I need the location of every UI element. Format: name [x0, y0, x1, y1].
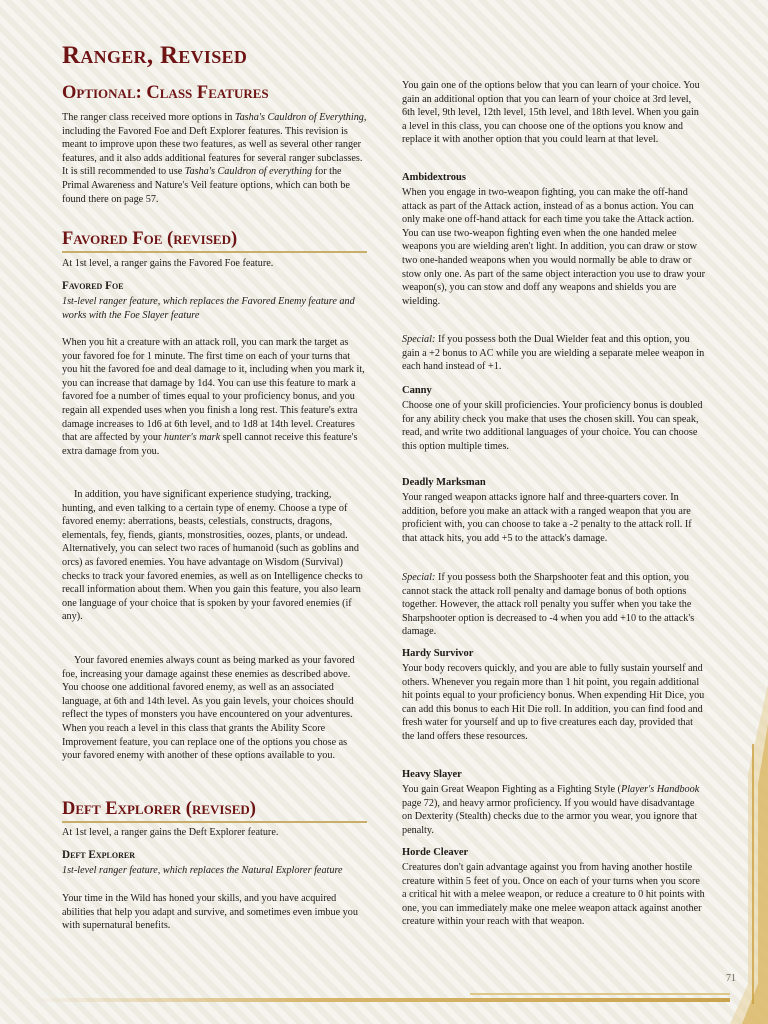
- favored-foe-heading: Favored Foe (revised): [62, 229, 367, 253]
- horde-cleaver-text: Creatures don't gain advantage against you from having another hostile creature within 5 feet of you. Once on each of your turns when you score a critical hit with a melee weapon, or reduce a creature to 0 hit points with one, you can immediately make one melee weapon attack against another creature within your reach with that weapon.: [402, 862, 705, 928]
- deadly-marksman-heading: Deadly Marksman: [402, 477, 486, 488]
- heavy-slayer-text: You gain Great Weapon Fighting as a Fighting Style (Player's Handbook page 72), and heavy armor proficiency. If you would have disadvantage on Dexterity (Stealth) checks due to the armor you wear, you ignore that penalty.: [402, 784, 700, 836]
- page-number: 71: [726, 973, 736, 984]
- deadly-marksman-text: Your ranged weapon attacks ignore half and three-quarters cover. In addition, before you make an attack with a ranged weapon that you are proficient with, you can choose to take a -2 penalty to the attack roll. If that attack hits, you add +5 to the attack's damage.: [402, 492, 692, 544]
- footer-rule: [30, 998, 730, 1002]
- hardy-survivor-text: Your body recovers quickly, and you are able to fully sustain yourself and others. Whenever you regain more than 1 hit point, you regain additional hit points equal to your proficiency bonus. When expending Hit Dice, you can add this bonus to each Hit Die roll. In addition, you can find food and fresh water for yourself and up to five creatures each day, provided that the land offers these resources.: [402, 663, 705, 742]
- ambidextrous-text: When you engage in two-weapon fighting, you can make the off-hand attack as part of the Attack action, instead of as a bonus action. You can only make one off-hand attack for each time you take the Attack action. You can use two-weapon fighting even when the one handed melee weapons you are wielding aren't light. In addition, you can draw or stow two one-handed weapons when you would normally be able to draw or stow only one. As part of the same object interaction you use to draw your weapon(s), you can stow and doff any weapons and shields you are wielding.: [402, 187, 706, 307]
- heavy-slayer-heading: Heavy Slayer: [402, 769, 462, 780]
- horde-cleaver-heading: Horde Cleaver: [402, 847, 469, 858]
- favored-foe-intro: At 1st level, a ranger gains the Favored Foe feature.: [62, 258, 274, 269]
- intro-paragraph: The ranger class received more options in Tasha's Cauldron of Everything, including the Favored Foe and Deft Explorer features. This revision is meant to improve upon these two features, as well as several other ranger features, and it also adds additional features for several ranger subclasses. It is still recommended to use Tasha's Cauldron of everything for the Primal Awareness and Nature's Veil feature options, which can both be found there on page 57.: [62, 112, 367, 205]
- corner-ornament: [708, 684, 768, 1024]
- deft-explorer-paragraph: Your time in the Wild has honed your skills, and you have acquired abilities that help you adapt and survive, and sometimes even imbue you with supernatural benefits.: [62, 893, 358, 932]
- favored-foe-paragraph-3: Your favored enemies always count as being marked as your favored foe, increasing your damage against these enemies as described above. You choose one additional favored enemy, as well as an associated language, at 6th and 14th level. As you gain levels, your choices should reflect the types of monsters you have encountered on your adventures. When you reach a level in this class that grants the Ability Score Improvement feature, you can replace one of the options you chose as your favored enemy with another of these options available to you.: [62, 655, 355, 762]
- deft-explorer-subtitle: 1st-level ranger feature, which replaces the Natural Explorer feature: [62, 865, 343, 876]
- options-intro: You gain one of the options below that you can learn of your choice. You gain an additional option that you can learn of your choice at 3rd level, 6th level, 9th level, 12th level, 15th level, and 18th level. When you gain a level in this class, you can choose one of the options you know and replace it with another option that you could learn at that level.: [402, 80, 700, 146]
- canny-text: Choose one of your skill proficiencies. Your proficiency bonus is doubled for any ability check you make that uses the chosen skill. You can speak, read, and write two additional languages of your choice. You can choose this option multiple times.: [402, 400, 703, 452]
- page-title: Ranger, Revised: [62, 42, 248, 69]
- favored-foe-paragraph-1: When you hit a creature with an attack roll, you can mark the target as your favored foe for 1 minute. The first time on each of your turns that you hit the favored foe and deal damage to it, including when you mark it, you can increase that damage by 1d4. You can use this feature to mark a favored foe a number of times equal to your proficiency bonus, and you regain all expended uses when you finish a long rest. This feature's extra damage increases to 1d6 at 6th level, and to 1d8 at 14th level. Creatures that are affected by your hunter's mark spell cannot receive this feature's extra damage from you.: [62, 337, 365, 457]
- deft-explorer-heading: Deft Explorer (revised): [62, 799, 367, 823]
- ambidextrous-special: Special: If you possess both the Dual Wielder feat and this option, you gain a +2 bonus to AC while you are wielding a separate melee weapon in each hand instead of +1.: [402, 334, 705, 373]
- favored-foe-subheading: Favored Foe: [62, 280, 124, 292]
- deft-explorer-intro: At 1st level, a ranger gains the Deft Explorer feature.: [62, 827, 279, 838]
- deft-explorer-subheading: Deft Explorer: [62, 849, 136, 861]
- deadly-marksman-special: Special: If you possess both the Sharpshooter feat and this option, you cannot stack the attack roll penalty and damage bonus of both options together. However, the attack roll penalty you suffer when you take the Sharpshooter option is decreased to -4 when you add +10 to the attack's damage.: [402, 572, 695, 638]
- favored-foe-paragraph-2: In addition, you have significant experience studying, tracking, hunting, and even talking to a certain type of enemy. Choose a type of favored enemy: aberrations, beasts, celestials, constructs, dragons, elementals, fey, fiends, giants, monstrosities, oozes, plants, or undead. Alternatively, you can select two races of humanoid (such as goblins and orcs) as favored enemies. You have advantage on Wisdom (Survival) checks to track your favored enemies, as well as on Intelligence checks to recall information about them. When you gain this feature, you also learn one language of your choice that is spoken by your favored enemies (if any).: [62, 489, 363, 623]
- canny-heading: Canny: [402, 385, 432, 396]
- ambidextrous-heading: Ambidextrous: [402, 172, 466, 183]
- favored-foe-subtitle: 1st-level ranger feature, which replaces the Favored Enemy feature and works with the Foe Slayer feature: [62, 296, 355, 321]
- section-heading: Optional: Class Features: [62, 83, 269, 103]
- footer-rule-upper: [470, 993, 730, 995]
- hardy-survivor-heading: Hardy Survivor: [402, 648, 474, 659]
